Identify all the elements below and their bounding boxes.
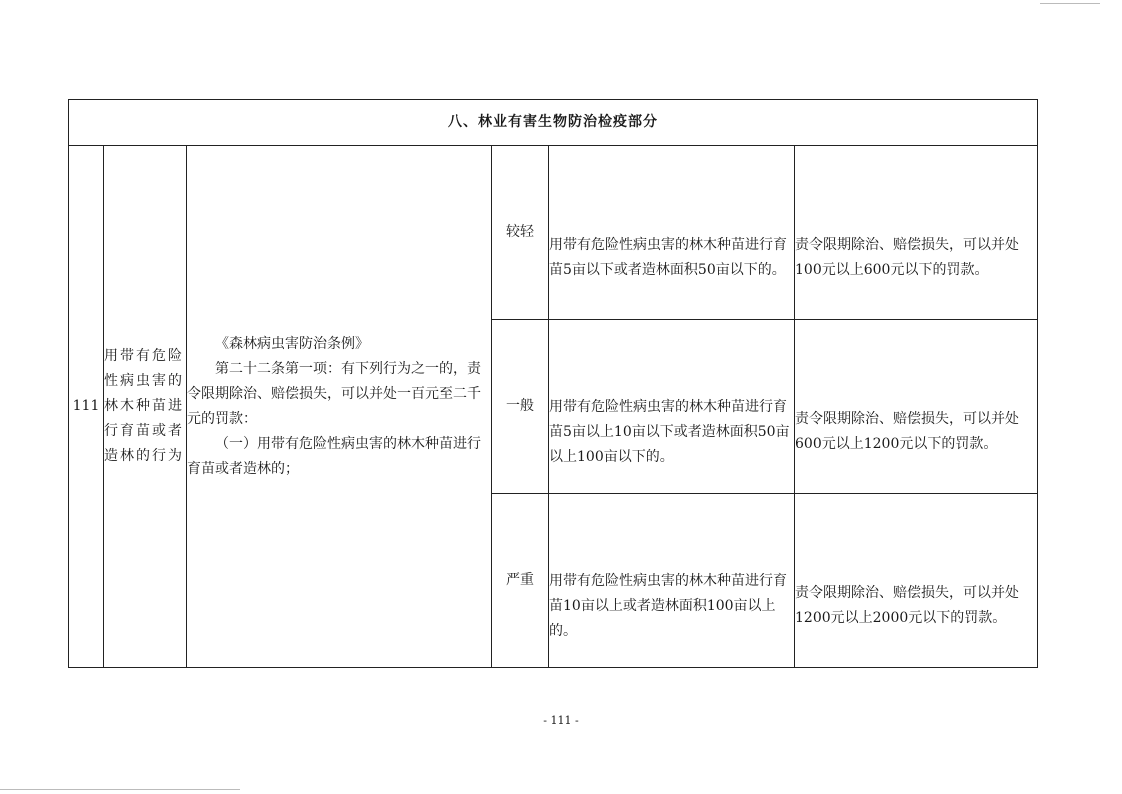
severity-level: 严重 (492, 494, 549, 668)
circumstance-description (549, 494, 795, 668)
severity-level: 较轻 (492, 146, 549, 320)
law-title: 《森林病虫害防治条例》 (215, 335, 369, 352)
scan-artifact (0, 789, 240, 790)
penalty-text: 责令限期除治、赔偿损失，可以并处1200元以上2000元以下的罚款。 (795, 585, 1019, 626)
violation-behavior: 用带有危险性病虫害的林木种苗进行育苗或者造林的行为 (104, 146, 187, 668)
section-title: 八、林业有害生物防治检疫部分 (69, 100, 1038, 146)
legal-basis (187, 146, 492, 668)
description-text: 用带有危险性病虫害的林木种苗进行育苗10亩以上或者造林面积100亩以上的。 (549, 572, 787, 639)
table-row (69, 146, 1038, 320)
penalty-standard (795, 146, 1038, 320)
scan-artifact (1040, 3, 1100, 4)
penalty-standard (795, 320, 1038, 494)
severity-level: 一般 (492, 320, 549, 494)
penalty-standard (795, 494, 1038, 668)
law-item: （一）用带有危险性病虫害的林木种苗进行育苗或者造林的； (187, 435, 481, 477)
description-text: 用带有危险性病虫害的林木种苗进行育苗5亩以下或者造林面积50亩以下的。 (549, 237, 787, 278)
page-number: - 111 - (543, 714, 579, 727)
description-text: 用带有危险性病虫害的林木种苗进行育苗5亩以上10亩以下或者造林面积50亩以上100亩以下的。 (549, 398, 790, 465)
section-header-row (69, 100, 1038, 146)
item-number: 111 (69, 146, 104, 668)
circumstance-description (549, 146, 795, 320)
penalty-text: 责令限期除治、赔偿损失，可以并处100元以上600元以下的罚款。 (795, 237, 1019, 278)
law-clause: 第二十二条第一项：有下列行为之一的，责令限期除治、赔偿损失，可以并处一百元至二千元的罚款： (187, 360, 481, 427)
circumstance-description (549, 320, 795, 494)
penalty-text: 责令限期除治、赔偿损失，可以并处600元以上1200元以下的罚款。 (795, 411, 1019, 452)
penalty-table (68, 99, 1038, 668)
